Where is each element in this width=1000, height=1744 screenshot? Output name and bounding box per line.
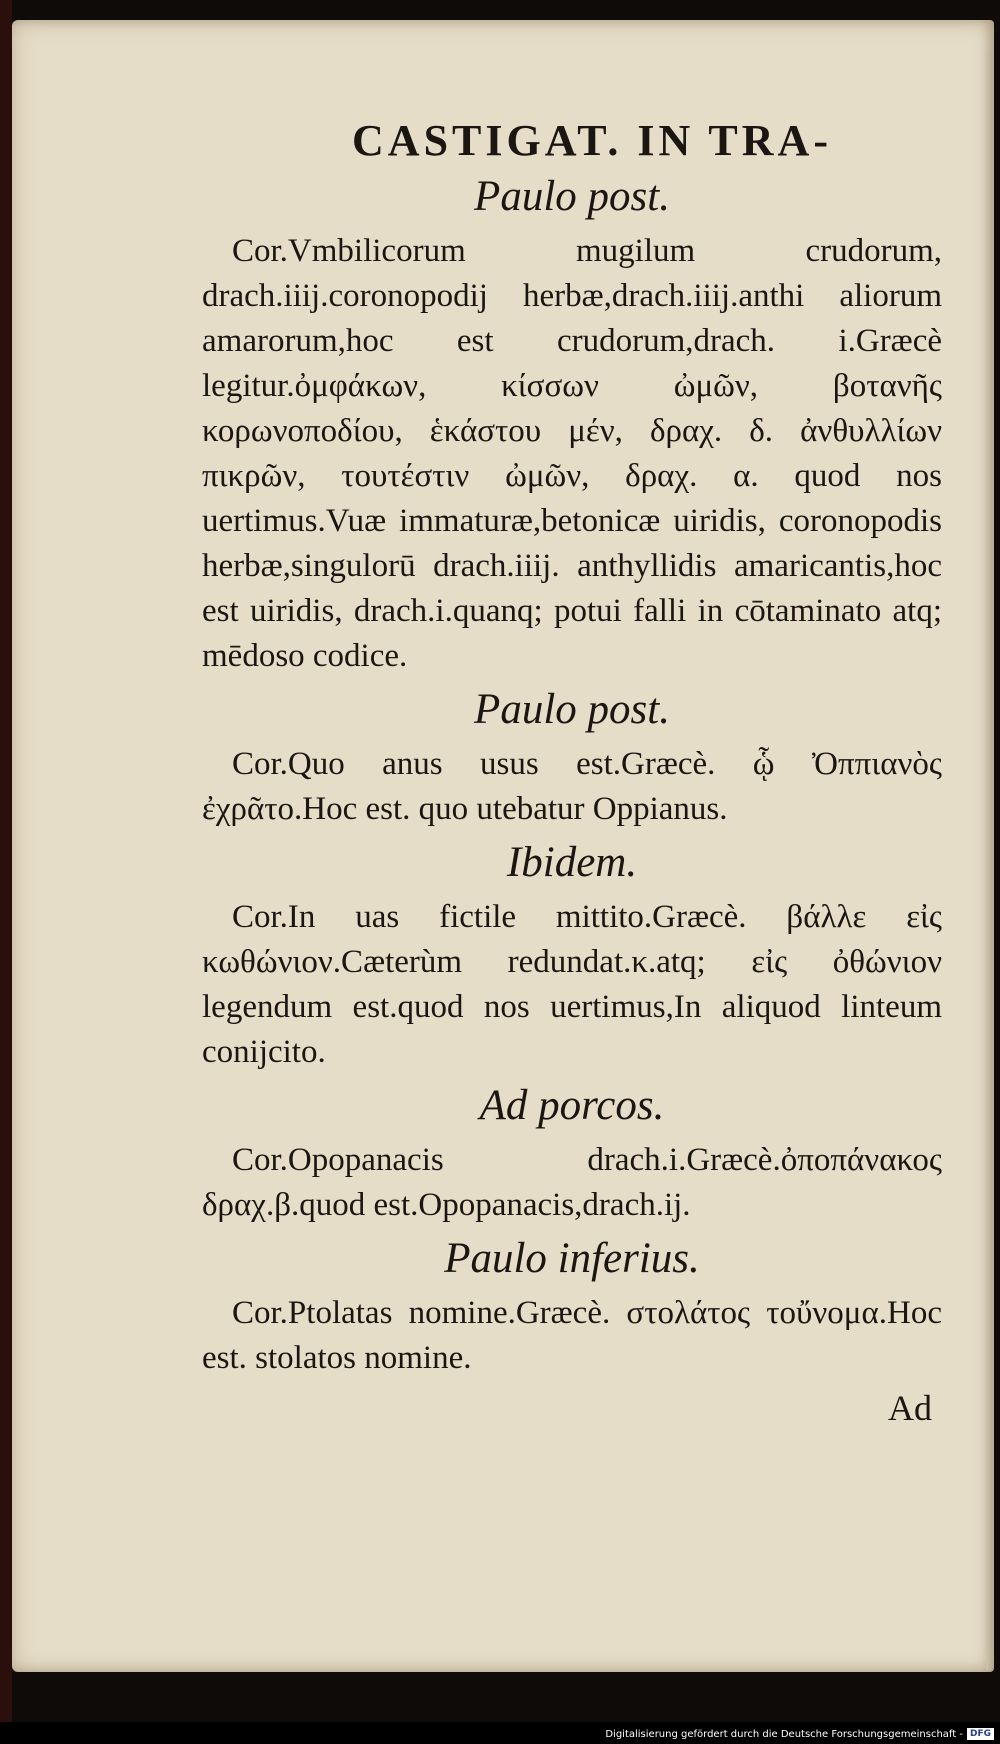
section-heading: Paulo post. — [474, 686, 670, 733]
section-heading: Paulo inferius. — [444, 1235, 700, 1282]
book-page — [12, 20, 994, 1672]
digitization-credit — [605, 1728, 994, 1740]
section-text: Cor.Vmbilicorum mugilum crudorum, drach.iiij.coronopodij herbæ,drach.iiij.anthi aliorum amarorum,hoc est crudorum,drach. i.Græcè legitur.ὀμφάκων, κίσσων ὠμῶν, βοτανῆς κορωνοποδίου, ἑκάστου μέν, δραχ. δ. ἀνθυλλίων πικρῶν, τουτέστιν ὠμῶν, δραχ. α. quod nos uertimus.Vuæ immaturæ,betonicæ uiridis, coronopodis herbæ,singulorū drach.iiij. anthyllidis amaricantis,hoc est uiridis, drach.i.quanq; potui falli in cōtaminato atq; mēdoso codice. — [202, 233, 942, 674]
footer-bar — [0, 1722, 1000, 1744]
section-text: Cor.Quo anus usus est.Græcè. ᾧ Ὀππιανὸς ἐχρᾶτο.Hoc est. quo utebatur Oppianus. — [202, 746, 942, 827]
section-text: Cor.In uas fictile mittito.Græcè. βάλλε εἰς κωθώνιον.Cæterùm redundat.κ.atq; εἰς ὀθώνιον legendum est.quod nos uertimus,In aliquod linteum conijcito. — [202, 899, 942, 1070]
section-heading: Paulo post. — [474, 173, 670, 220]
section-text: Cor.Ptolatas nomine.Græcè. στολάτος τοὔνομα.Hoc est. stolatos nomine. — [202, 1295, 942, 1376]
page-edge — [986, 50, 992, 1670]
running-head: CASTIGAT. IN TRA- — [352, 116, 832, 165]
catchword: Ad — [888, 1388, 932, 1428]
book-spine-edge — [0, 0, 12, 1744]
credit-text: Digitalisierung gefördert durch die Deutsche Forschungsgemeinschaft - — [605, 1728, 963, 1740]
section-heading: Ad porcos. — [479, 1082, 665, 1129]
dfg-logo: DFG — [967, 1728, 994, 1740]
section-text: Cor.Opopanacis drach.i.Græcè.ὀποπάνακος δραχ.β.quod est.Opopanacis,drach.ij. — [202, 1142, 942, 1223]
section-heading: Ibidem. — [506, 839, 638, 886]
text-block — [202, 115, 942, 1429]
